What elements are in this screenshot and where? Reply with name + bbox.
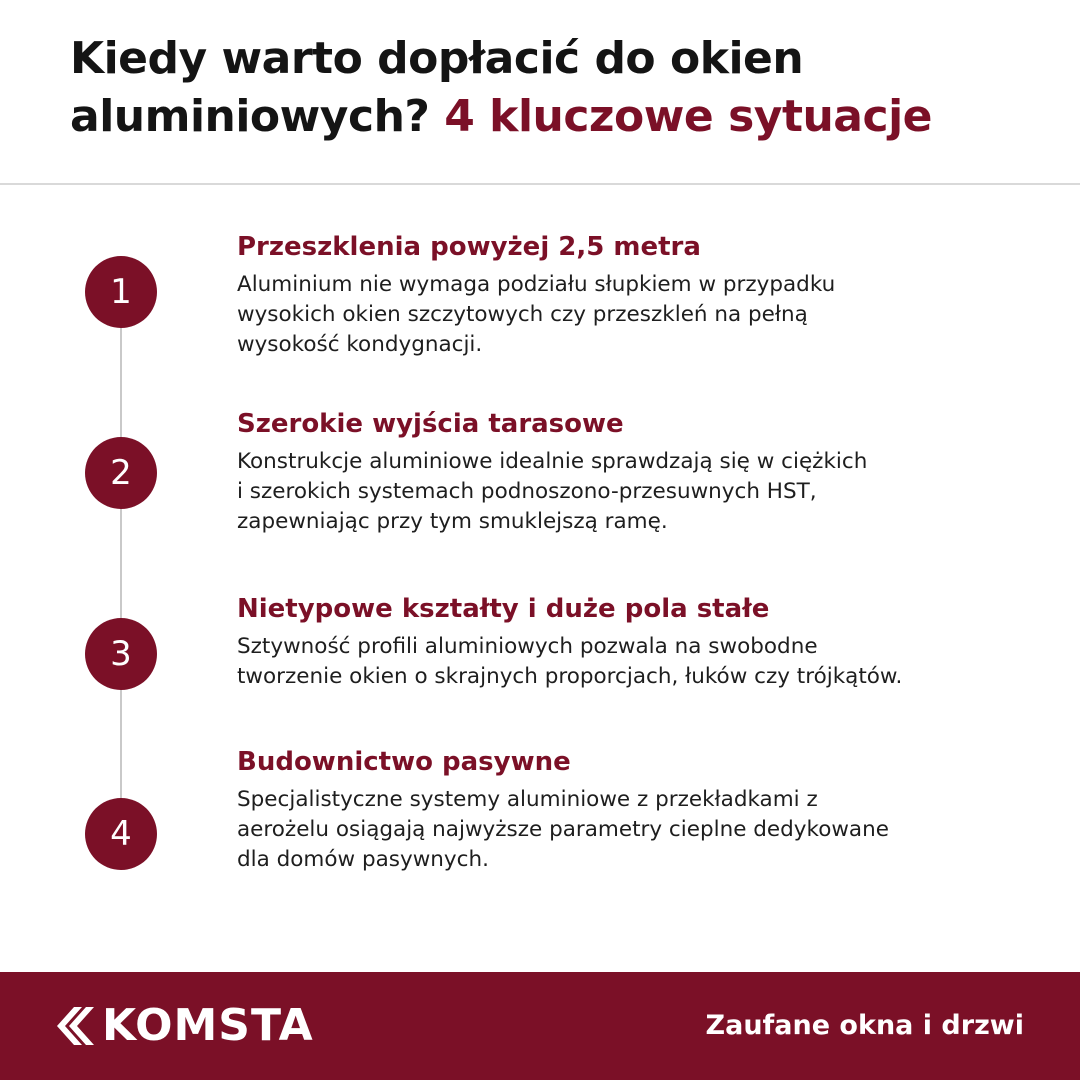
komsta-logo (52, 1002, 314, 1050)
step-title-2: Szerokie wyjścia tarasowe (237, 409, 624, 439)
step-item-3 (237, 592, 1037, 692)
step-item-2 (237, 407, 1037, 537)
title-accent: 4 kluczowe sytuacje (444, 91, 933, 142)
logo-text: KOMSTA (102, 1000, 314, 1051)
step-number-4: 4 (85, 798, 157, 870)
step-item-1 (237, 230, 1037, 360)
double-chevron-logo-icon (52, 1005, 94, 1047)
title-line-1: Kiedy warto dopłacić do okien (70, 33, 804, 84)
header (70, 30, 1030, 146)
step-title-4: Budownictwo pasywne (237, 747, 571, 777)
step-number-2: 2 (85, 437, 157, 509)
step-title-1: Przeszklenia powyżej 2,5 metra (237, 232, 701, 262)
step-number-3: 3 (85, 618, 157, 690)
step-description-3: Sztywność profili aluminiowych pozwala na swobodne tworzenie okien o skrajnych proporcjach, łuków czy trójkątów. (237, 634, 903, 689)
step-item-4 (237, 745, 1037, 875)
step-description-1: Aluminium nie wymaga podziału słupkiem w przypadku wysokich okien szczytowych czy przeszkleń na pełną wysokość kondygnacji. (237, 272, 836, 357)
step-title-3: Nietypowe kształty i duże pola stałe (237, 594, 770, 624)
page-title (70, 30, 1030, 146)
title-line-2: aluminiowych? (70, 91, 445, 142)
tagline: Zaufane okna i drzwi (705, 1010, 1024, 1041)
header-divider (0, 183, 1080, 185)
step-description-4: Specjalistyczne systemy aluminiowe z przekładkami z aerożelu osiągają najwyższe parametry cieplne dedykowane dla domów pasywnych. (237, 787, 889, 872)
timeline-line (120, 292, 122, 832)
step-description-2: Konstrukcje aluminiowe idealnie sprawdzają się w ciężkich i szerokich systemach podnoszono-przesuwnych HST, zapewniając przy tym smuklejszą ramę. (237, 449, 868, 534)
footer-bar (0, 972, 1080, 1080)
step-number-1: 1 (85, 256, 157, 328)
